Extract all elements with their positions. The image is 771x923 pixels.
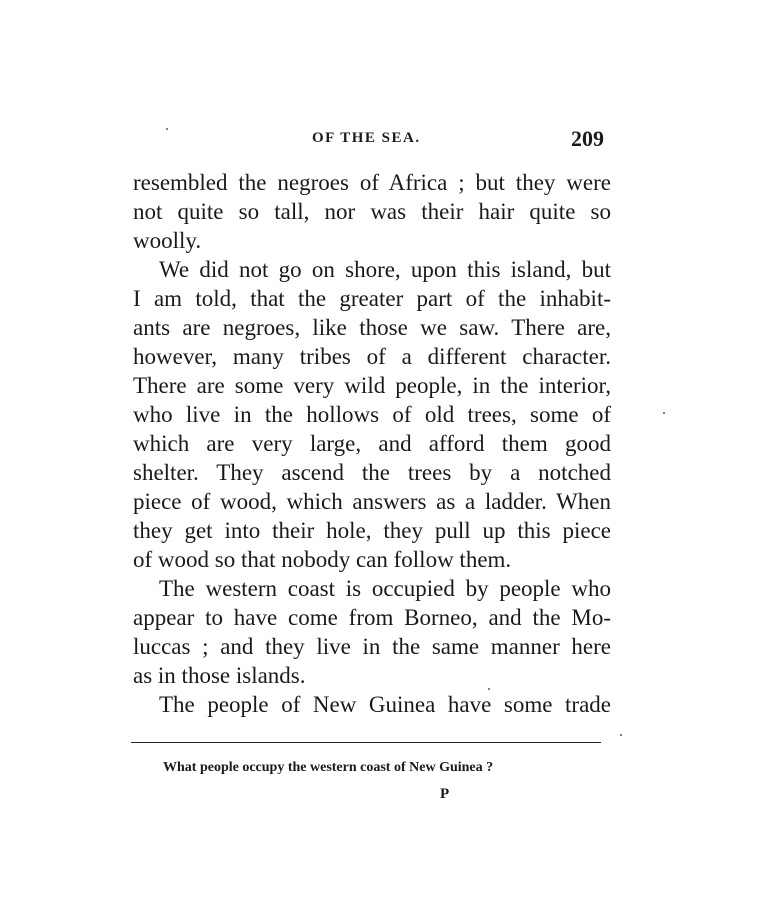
text-line: who live in the hollows of old trees, some of	[133, 402, 611, 427]
text-line: luccas ; and they live in the same manner here	[133, 634, 611, 659]
print-speck	[166, 128, 168, 130]
text-line: which are very large, and afford them good	[133, 431, 611, 456]
text-line: woolly.	[133, 228, 202, 253]
text-line: There are some very wild people, in the interior,	[133, 373, 611, 398]
text-line: We did not go on shore, upon this island, but	[159, 257, 611, 282]
body-text	[133, 168, 611, 719]
signature-mark: P	[440, 786, 450, 802]
text-line: not quite so tall, nor was their hair quite so	[133, 199, 611, 224]
text-line: The people of New Guinea have some trade	[159, 692, 611, 717]
print-speck	[488, 688, 490, 690]
text-line: piece of wood, which answers as a ladder. When	[133, 489, 611, 514]
text-line: I am told, that the greater part of the inhabit-	[133, 286, 611, 311]
running-title: OF THE SEA.	[312, 130, 421, 146]
text-line: ants are negroes, like those we saw. There are,	[133, 315, 611, 340]
page-number: 209	[571, 126, 604, 151]
text-line: however, many tribes of a different character.	[133, 344, 611, 369]
text-line: as in those islands.	[133, 663, 306, 688]
footnote-question: What people occupy the western coast of New Guinea ?	[163, 760, 494, 775]
text-line: shelter. They ascend the trees by a notched	[133, 460, 611, 485]
text-line: resembled the negroes of Africa ; but they were	[133, 170, 611, 195]
text-line: The western coast is occupied by people who	[159, 576, 611, 601]
text-line: they get into their hole, they pull up this piece	[133, 518, 611, 543]
print-speck	[620, 734, 622, 736]
running-head	[0, 126, 771, 154]
text-line: of wood so that nobody can follow them.	[133, 547, 512, 572]
print-speck	[663, 412, 665, 414]
text-line: appear to have come from Borneo, and the Mo-	[133, 605, 611, 630]
footnote-divider	[131, 742, 601, 743]
